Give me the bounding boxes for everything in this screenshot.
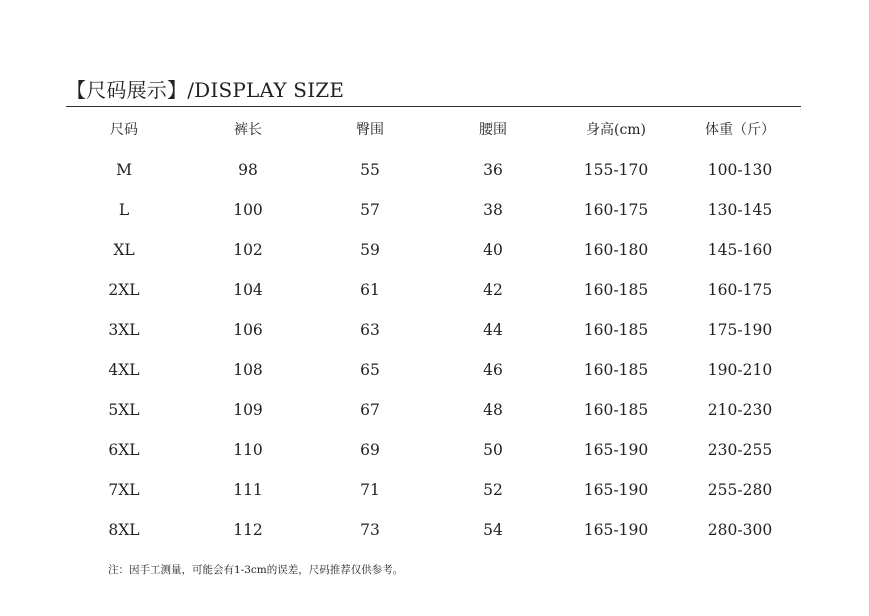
cell-waist: 52 (483, 481, 503, 499)
cell-height: 160-185 (583, 361, 649, 379)
cell-height: 155-170 (583, 161, 649, 179)
cell-weight: 190-210 (707, 361, 773, 379)
cell-weight: 160-175 (707, 281, 773, 299)
table-row (0, 510, 869, 550)
header-waist: 腰围 (479, 122, 507, 138)
cell-pants-length: 98 (238, 161, 258, 179)
size-table (0, 110, 869, 550)
cell-height: 165-190 (583, 441, 649, 459)
cell-waist: 40 (483, 241, 503, 259)
cell-size: 7XL (108, 481, 140, 499)
cell-size: XL (113, 241, 135, 259)
cell-weight: 255-280 (707, 481, 773, 499)
title-divider (66, 106, 801, 107)
page-title: 【尺码展示】/DISPLAY SIZE (66, 78, 345, 102)
header-pants-length: 裤长 (234, 122, 262, 138)
cell-hip: 59 (360, 241, 380, 259)
cell-weight: 145-160 (707, 241, 773, 259)
cell-size: 8XL (108, 521, 140, 539)
cell-waist: 38 (483, 201, 503, 219)
cell-weight: 230-255 (707, 441, 773, 459)
cell-size: 3XL (108, 321, 140, 339)
cell-height: 160-185 (583, 401, 649, 419)
measurement-note: 注：因手工测量，可能会有1-3cm的误差，尺码推荐仅供参考。 (108, 564, 404, 576)
cell-hip: 69 (360, 441, 380, 459)
cell-pants-length: 109 (233, 401, 263, 419)
cell-pants-length: 110 (233, 441, 263, 459)
table-row (0, 350, 869, 390)
cell-pants-length: 104 (233, 281, 263, 299)
cell-pants-length: 100 (233, 201, 263, 219)
cell-waist: 48 (483, 401, 503, 419)
cell-size: 6XL (108, 441, 140, 459)
cell-waist: 50 (483, 441, 503, 459)
table-row (0, 310, 869, 350)
table-row (0, 430, 869, 470)
cell-weight: 210-230 (707, 401, 773, 419)
cell-waist: 44 (483, 321, 503, 339)
table-row (0, 390, 869, 430)
cell-size: 5XL (108, 401, 140, 419)
header-height: 身高(cm) (585, 122, 647, 138)
cell-hip: 57 (360, 201, 380, 219)
cell-hip: 65 (360, 361, 380, 379)
table-row (0, 270, 869, 310)
cell-waist: 46 (483, 361, 503, 379)
cell-waist: 36 (483, 161, 503, 179)
cell-height: 160-180 (583, 241, 649, 259)
table-row (0, 190, 869, 230)
cell-hip: 67 (360, 401, 380, 419)
cell-pants-length: 106 (233, 321, 263, 339)
cell-weight: 130-145 (707, 201, 773, 219)
cell-weight: 100-130 (707, 161, 773, 179)
cell-hip: 71 (360, 481, 380, 499)
table-row (0, 150, 869, 190)
cell-size: 4XL (108, 361, 140, 379)
cell-waist: 42 (483, 281, 503, 299)
cell-pants-length: 111 (233, 481, 263, 499)
cell-weight: 175-190 (707, 321, 773, 339)
cell-hip: 55 (360, 161, 380, 179)
cell-height: 165-190 (583, 521, 649, 539)
cell-size: L (118, 201, 130, 219)
cell-weight: 280-300 (707, 521, 773, 539)
cell-hip: 63 (360, 321, 380, 339)
table-header-row (0, 110, 869, 150)
cell-pants-length: 108 (233, 361, 263, 379)
cell-height: 160-185 (583, 281, 649, 299)
cell-height: 165-190 (583, 481, 649, 499)
table-row (0, 230, 869, 270)
cell-height: 160-185 (583, 321, 649, 339)
cell-hip: 61 (360, 281, 380, 299)
cell-height: 160-175 (583, 201, 649, 219)
header-size: 尺码 (110, 122, 138, 138)
cell-size: 2XL (108, 281, 140, 299)
cell-pants-length: 102 (233, 241, 263, 259)
header-weight: 体重（斤） (705, 122, 775, 138)
cell-hip: 73 (360, 521, 380, 539)
cell-pants-length: 112 (233, 521, 263, 539)
header-hip: 臀围 (356, 122, 384, 138)
cell-waist: 54 (483, 521, 503, 539)
table-row (0, 470, 869, 510)
cell-size: M (116, 161, 132, 179)
